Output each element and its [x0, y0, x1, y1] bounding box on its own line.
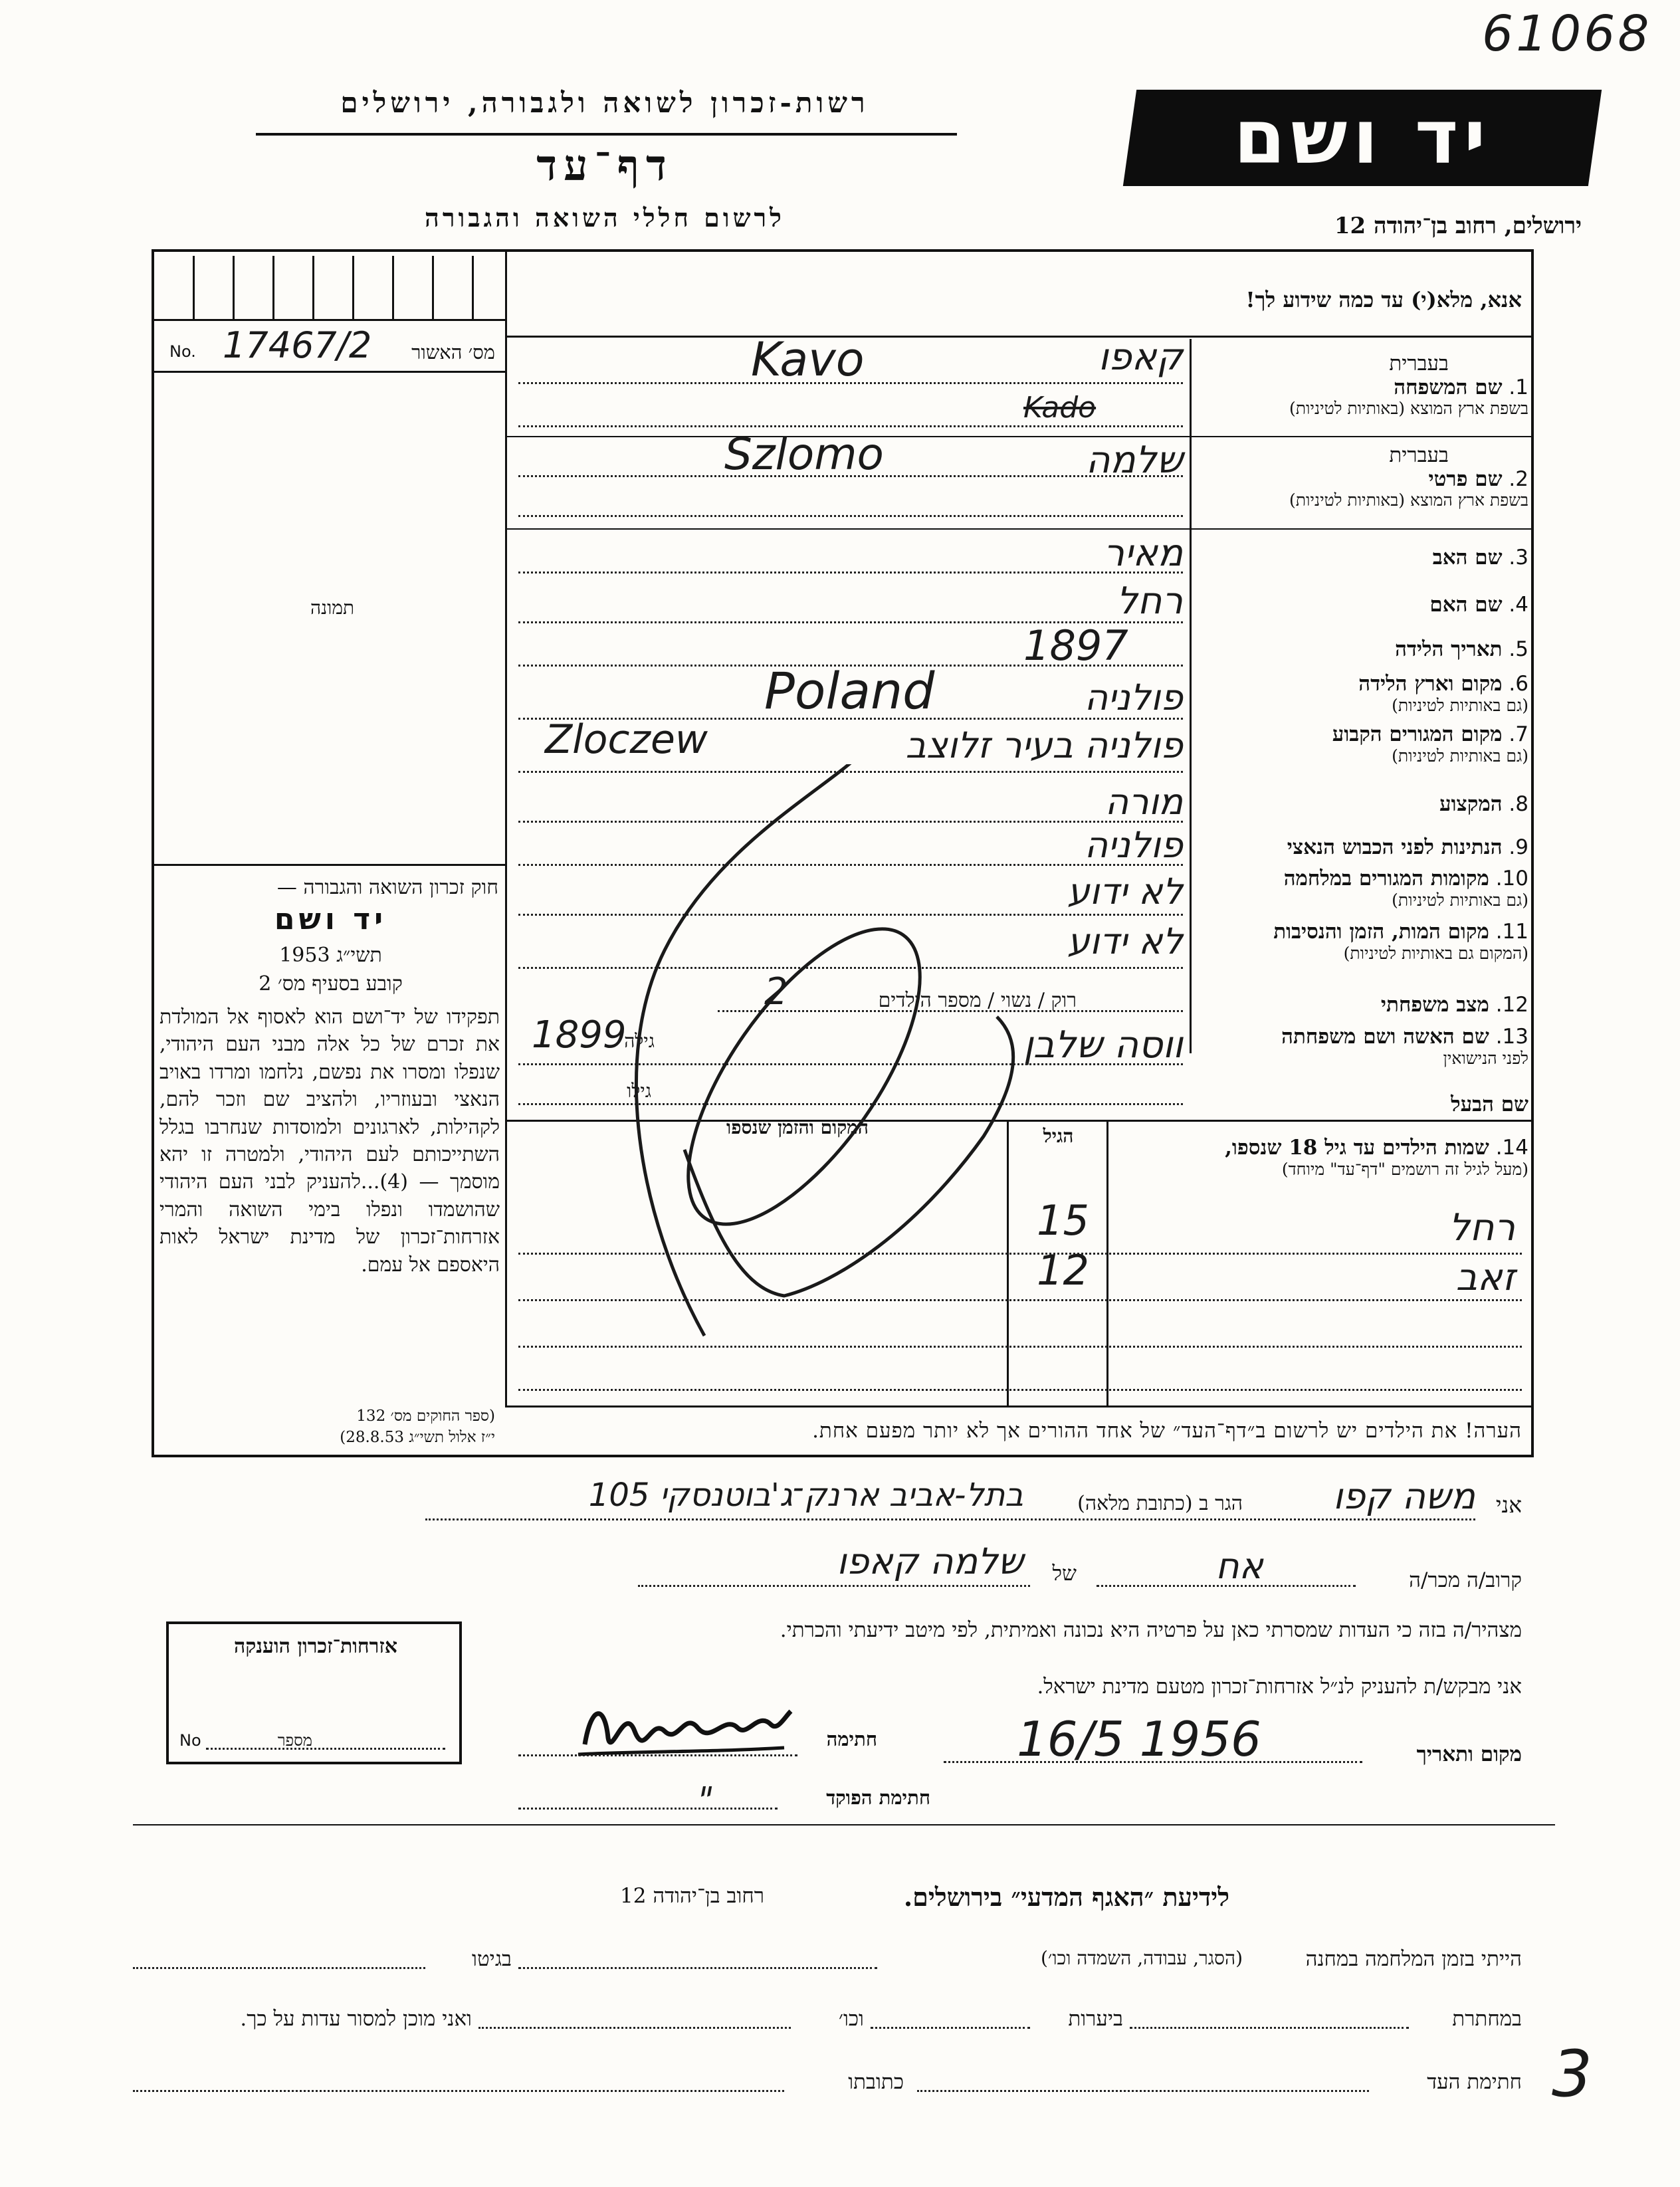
- child-row-line: [518, 1389, 1522, 1391]
- law-name: יד ושם: [274, 902, 387, 936]
- approval-rule: [152, 319, 505, 321]
- birth-place-latin[interactable]: Poland: [764, 661, 935, 720]
- declarant-address[interactable]: בתל-אביב ארנק־ג'בוטנסקי 105: [588, 1477, 1023, 1514]
- birth-place[interactable]: פולניה: [1084, 677, 1183, 718]
- citizenship[interactable]: פולניה: [1084, 824, 1183, 866]
- page-subtitle: לרשום חללי השואה והגבורה: [425, 203, 785, 233]
- children-label: 14. שמות הילדים עד גיל 18 שנספו, (מעל לגיל זה רושמים "דף־עד" מיוחד): [1225, 1136, 1528, 1179]
- archive-number: 61068: [1482, 5, 1652, 62]
- children-place-header: המקום והזמן שנספו: [726, 1116, 869, 1138]
- box-tick: [352, 256, 354, 319]
- field-1-label: בעברית 1. שם המשפחה בשפת ארץ המוצא (באותיות לטיניות): [1289, 352, 1528, 419]
- signature-line: [518, 1754, 797, 1756]
- bottom-line3-a: חתימת העד: [1427, 2070, 1522, 2094]
- bottom-line1-a: הייתי בזמן המלחמה במחנה: [1305, 1947, 1522, 1971]
- wife-name[interactable]: ווסה שלבן: [1023, 1023, 1183, 1067]
- note-text: הערה! את הילדים יש לרשום ב״דף־העד״ של אחד ההורים אך לא יותר מפעם אחת.: [812, 1419, 1522, 1443]
- field-1-line: [518, 382, 1183, 384]
- declaration-date[interactable]: 16/5 1956: [1017, 1711, 1261, 1767]
- declaration-statement: מצהיר/ה בזה כי העדות שמסרתי כאן על פרטיה היא נכונה ואמיתית, לפי מיטב ידיעתי והכרתי.: [780, 1618, 1522, 1642]
- header-rule: [256, 133, 957, 136]
- surname-hebrew[interactable]: קאפו: [1098, 336, 1183, 379]
- declaration-request: אני מבקש/ת להעניק לנ״ל אזרחות־זכרון מטעם מדינת ישראל.: [1037, 1675, 1522, 1699]
- citizenship-box-number-label: מספר: [277, 1731, 312, 1750]
- bottom-title: לידיעת ״האגף המדעי״ בירושלים.: [903, 1882, 1229, 1912]
- wartime-residence[interactable]: לא ידוע: [1067, 871, 1183, 912]
- residence-latin[interactable]: Zloczew: [545, 716, 708, 763]
- bottom-line2-blank2: [871, 2027, 1030, 2029]
- authority-title: רשות-זכרון לשואה ולגבורה, ירושלים: [340, 86, 869, 119]
- declarant-signature: [572, 1691, 797, 1771]
- relative-label: קרוב/ה מכר/ה: [1409, 1568, 1522, 1592]
- field-2-label: בעברית 2. שם פרטי בשפת ארץ המוצא (באותיות לטיניות): [1289, 443, 1528, 510]
- child-1-age[interactable]: 15: [1037, 1196, 1089, 1245]
- box-tick: [432, 256, 434, 319]
- header-address: ירושלים, רחוב בן־יהודה 12: [1334, 213, 1582, 239]
- law-year: תשי״ג 1953: [279, 944, 382, 967]
- plea-rule: [505, 336, 1534, 338]
- bottom-line3-blank1: [917, 2090, 1369, 2092]
- row-rule: [505, 528, 1534, 530]
- bottom-line2-c: וכו׳: [838, 2007, 864, 2031]
- child-2-age[interactable]: 12: [1037, 1246, 1089, 1295]
- of-label: של: [1052, 1562, 1077, 1586]
- child-2-name[interactable]: זאב: [1455, 1256, 1515, 1299]
- firstname-latin[interactable]: Szlomo: [724, 429, 884, 480]
- field-2-line: [518, 475, 1183, 477]
- box-tick: [233, 256, 235, 319]
- field-3-line: [518, 572, 1183, 573]
- father-name[interactable]: מאיר: [1103, 532, 1183, 575]
- children-table-bottom: [505, 1406, 1534, 1407]
- wife-birth-year[interactable]: 1899: [532, 1013, 627, 1057]
- husband-age-label: גילו: [627, 1080, 651, 1102]
- citizenship-box-no: No: [179, 1731, 201, 1750]
- box-tick: [312, 256, 314, 319]
- officer-signature-label: חתימת הפוקד: [826, 1786, 930, 1809]
- relation-value[interactable]: אח: [1215, 1545, 1263, 1587]
- children-age-header: הגיל: [1043, 1125, 1074, 1147]
- law-clause: קובע בסעיף מס׳ 2: [259, 972, 403, 995]
- children-count[interactable]: 2: [764, 970, 788, 1013]
- bottom-line1-b: (הסגר, עבודה, השמדה וכו׳): [1040, 1947, 1243, 1969]
- declaration-ani: אני: [1495, 1492, 1522, 1518]
- bottom-line3-b: כתובתו: [848, 2070, 904, 2094]
- bottom-section-rule: [133, 1824, 1555, 1825]
- left-column-divider: [505, 249, 507, 1406]
- field-12-label: 12. מצב משפחתי: [1380, 993, 1528, 1017]
- bottom-line2-d: ואני מוכן למסור עדות על כך.: [240, 2007, 472, 2031]
- field-13-label: 13. שם האשה ושם משפחתה לפני הנישואין: [1281, 1025, 1528, 1068]
- approval-field-rule: [152, 371, 505, 373]
- field-4-label: 4. שם האם: [1429, 593, 1528, 617]
- signature-label: חתימה: [826, 1728, 877, 1750]
- bottom-line1-blank2: [133, 1967, 425, 1969]
- field-10-label: 10. מקומות המגורים במלחמה (גם באותיות לטיניות): [1283, 867, 1528, 910]
- plea-text: אנא, מלא(י) עד כמה שידוע לך!: [1245, 287, 1522, 312]
- bottom-line2-blank3: [478, 2027, 791, 2029]
- scribble-mark: [585, 764, 1090, 1362]
- marital-options: רוק / נשוי / מספר הילדים: [878, 989, 1077, 1012]
- box-tick: [392, 256, 394, 319]
- approval-no-label: No.: [169, 342, 196, 361]
- place-date-label: מקום ותאריך: [1416, 1742, 1522, 1766]
- field-3-label: 3. שם האב: [1432, 546, 1528, 570]
- residence[interactable]: פולניה בעיר זלוצב: [905, 724, 1183, 766]
- children-col-1: [1106, 1120, 1108, 1406]
- row-rule: [505, 436, 1534, 437]
- officer-line: [518, 1808, 778, 1810]
- field-1-latin-line: [518, 425, 1183, 427]
- bottom-line2-blank1: [1130, 2027, 1409, 2029]
- field-5-label: 5. תאריך הלידה: [1395, 637, 1528, 661]
- declaration-line-3: [638, 1585, 1030, 1587]
- field-6-label: 6. מקום וארץ הלידה (גם באותיות לטיניות): [1358, 672, 1528, 715]
- box-tick: [272, 256, 274, 319]
- occupation[interactable]: מורה: [1104, 781, 1183, 823]
- wife-age-label: גילה: [624, 1030, 655, 1052]
- law-ref-2: י״ז אלול תשי״ג 28.8.53): [340, 1429, 495, 1446]
- declarant-name[interactable]: משה קפו: [1332, 1475, 1475, 1517]
- declaration-resides: הגר ב (כתובת מלאה): [1077, 1492, 1243, 1515]
- approval-label: מס׳ האשור: [411, 341, 495, 364]
- bottom-address: רחוב בן־יהודה 12: [620, 1884, 764, 1908]
- field-7-label: 7. מקום המגורים הקבוע (גם באותיות לטיניות): [1332, 722, 1528, 766]
- death-place[interactable]: לא ידוע: [1067, 920, 1183, 962]
- photo-bottom-rule: [152, 864, 505, 866]
- birth-date[interactable]: 1897: [1023, 621, 1128, 670]
- declaration-line-2: [1097, 1585, 1356, 1587]
- firstname-hebrew[interactable]: שלמה: [1085, 439, 1183, 482]
- field-9-label: 9. הנתינות לפני הכבוש הנאצי: [1287, 835, 1528, 859]
- box-tick: [193, 256, 195, 319]
- box-tick: [472, 256, 474, 319]
- law-text: תפקידו של יד־ושם הוא לאסוף אל המולדת את זכרם של כל אלה מבני העם היהודי, שנפלו ומסרו את נפשם, נלחמו ומרדו באויב הנאצי ובעוזריו, ולהציב שם וזכר להם, לקהילות, לארגונים ולמוסדות שנחרבו בגלל השתייכותם לעם היהודי, ולמטרה זו יהא מוסמך — (4)...להעניק לבני העם היהודי שהושמדו ונפלו בימי השואה והמרי אזרחות־זכרון של מדינת ישראל לאות היאספם אל עמם.: [159, 1005, 500, 1277]
- surname-latin[interactable]: Kavo: [751, 332, 865, 387]
- law-ref-1: (ספר החוקים מס׳ 132: [356, 1407, 495, 1425]
- law-heading: חוק זכרון השואה והגבורה —: [276, 876, 498, 899]
- page-title: דף־עד: [536, 141, 673, 191]
- citizenship-box-title: אזרחות־זכרון הוענקה: [233, 1635, 398, 1658]
- field-11-label: 11. מקום המות, הזמן והנסיבות (המקום גם באותיות לטיניות): [1273, 920, 1528, 963]
- page-mark: 3: [1552, 2037, 1593, 2111]
- declaration-line-1: [425, 1518, 1475, 1520]
- bottom-line3-blank2: [133, 2090, 784, 2092]
- label-column-divider: [1190, 339, 1192, 1053]
- bottom-line2-b: ביערות: [1068, 2007, 1123, 2031]
- bottom-line2-a: במחתרת: [1452, 2007, 1522, 2031]
- date-line: [944, 1761, 1362, 1763]
- photo-label: תמונה: [310, 597, 355, 619]
- officer-mark: ײ: [698, 1774, 712, 1810]
- logo-text: יד ושם: [1233, 94, 1491, 181]
- bottom-line1-c: בגיטו: [472, 1947, 512, 1971]
- citizenship-number-line: [206, 1748, 445, 1750]
- mother-name[interactable]: רחל: [1116, 579, 1183, 623]
- field-8-label: 8. המקצוע: [1439, 792, 1528, 816]
- field-2-latin-line: [518, 515, 1183, 517]
- child-1-name[interactable]: רחל: [1448, 1206, 1515, 1249]
- surname-struck: Kado: [1023, 391, 1097, 425]
- of-value[interactable]: שלמה קאפו: [837, 1540, 1023, 1582]
- bottom-line1-blank: [518, 1967, 877, 1969]
- approval-number[interactable]: 17467/2: [223, 324, 372, 366]
- husband-label: שם הבעל: [1451, 1093, 1528, 1116]
